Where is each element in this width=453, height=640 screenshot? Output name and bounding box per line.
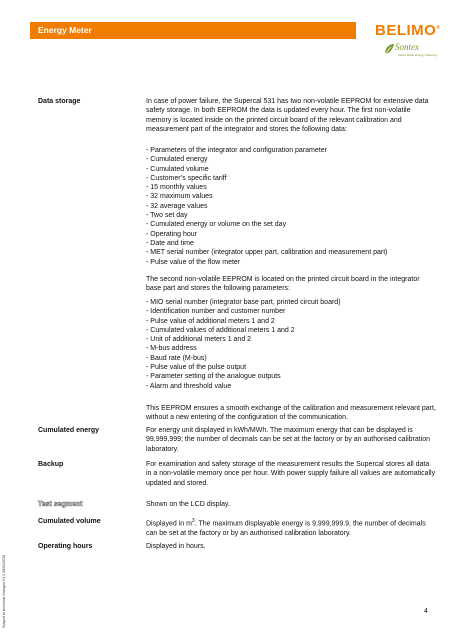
backup-text: For examination and safety storage of the measurement results the Supercal stores all data in a non-volatile memory once per hour. With power supply failure all values are automatically updated and stored.: [146, 461, 436, 487]
list-item: - Operating hour: [146, 230, 197, 238]
sontex-wordmark: Sontex: [395, 42, 419, 52]
list-item: - Pulse value of the pulse output: [146, 364, 247, 372]
list-item: - Cumulated values of additional meters 1 and 2: [146, 326, 295, 334]
list-item: - Unit of additional meters 1 and 2: [146, 336, 252, 344]
label-cumulated-energy: Cumulated energy: [38, 427, 100, 434]
document-title: Energy Meter: [38, 25, 92, 35]
label-operating-hours: Operating hours: [38, 543, 93, 550]
list-item: - MET serial number (integrator upper part, calibration and measurement part): [146, 249, 388, 257]
eeprom2-list: [146, 298, 436, 391]
cumulated-volume-text: [146, 517, 436, 538]
label-cumulated-volume: Cumulated volume: [38, 518, 101, 525]
list-item: - Pulse value of the flow meter: [146, 258, 241, 266]
list-item: - Identification number and customer number: [146, 308, 286, 316]
list-item: - 15 monthly values: [146, 184, 207, 192]
data-storage-intro: In case of power failure, the Supercal 531 has two non-volatile EEPROM for extensive data safety storage. In both EEPROM the data is updated every hour. The first non-volatile memory is located inside on the printed circuit board of the relevant calibration and measurement part of the integrator and stores the following data:: [146, 98, 429, 133]
sontex-tagline: Swiss Made Energy Metering: [398, 53, 438, 57]
cubic-superscript: 3: [191, 518, 195, 524]
cumulated-volume-text-post: . The maximum displayable energy is 9,999,999.9, the number of decimals can be set at the factory or by an authorised calibration laboratory.: [146, 520, 426, 537]
belimo-logo: [375, 22, 441, 39]
list-item: - Two set day: [146, 212, 188, 220]
data-storage-closing: This EEPROM ensures a smooth exchange of the calibration and measurement relevant part, without a new entering of the configuration of the communication.: [146, 405, 436, 422]
list-item: - Parameter setting of the analogue outputs: [146, 373, 281, 381]
list-item: - Cumulated energy: [146, 156, 208, 164]
belimo-wordmark: BELIMO: [375, 22, 437, 39]
list-item: - MIO serial number (integrator base part, printed circuit board): [146, 299, 341, 306]
operating-hours-text: Displayed in hours.: [146, 543, 206, 550]
list-item: - Alarm and threshold value: [146, 382, 232, 390]
sontex-leaf-icon: [383, 43, 395, 56]
label-backup: Backup: [38, 461, 64, 468]
list-item: - Pulse value of additional meters 1 and 2: [146, 317, 275, 325]
registered-mark: ®: [436, 25, 441, 31]
list-item: - Cumulated energy or volume on the set day: [146, 221, 287, 229]
revision-note: Subject to technical changes V1.2 28/02/2010: [2, 554, 6, 628]
list-item: - Baud rate (M-bus): [146, 354, 207, 362]
list-item: - Customer’s specific tariff: [146, 174, 227, 182]
page-number: 4: [424, 608, 428, 615]
label-test-segment: Test segment: [38, 501, 83, 508]
cumulated-energy-text: For energy unit displayed in kWh/MWh. The maximum energy that can be displayed is 99,999,999; the number of decimals can be set at the factory or by an authorised calibration laboratory.: [146, 427, 431, 453]
list-item: - Parameters of the integrator and configuration parameter: [146, 147, 327, 154]
eeprom2-intro: The second non-volatile EEPROM is located on the printed circuit board in the integrator base part and stores the following parameters:: [146, 276, 420, 293]
label-data-storage: Data storage: [38, 98, 81, 105]
test-segment-text: Shown on the LCD display.: [146, 501, 230, 508]
list-item: - 32 average values: [146, 202, 208, 210]
cumulated-volume-text-pre: Displayed in m: [146, 520, 192, 528]
list-item: - Date and time: [146, 239, 194, 247]
list-item: - 32 maximum values: [146, 193, 213, 201]
list-item: - M-bus address: [146, 345, 197, 353]
list-item: - Cumulated volume: [146, 165, 209, 173]
eeprom1-list: [146, 146, 436, 267]
